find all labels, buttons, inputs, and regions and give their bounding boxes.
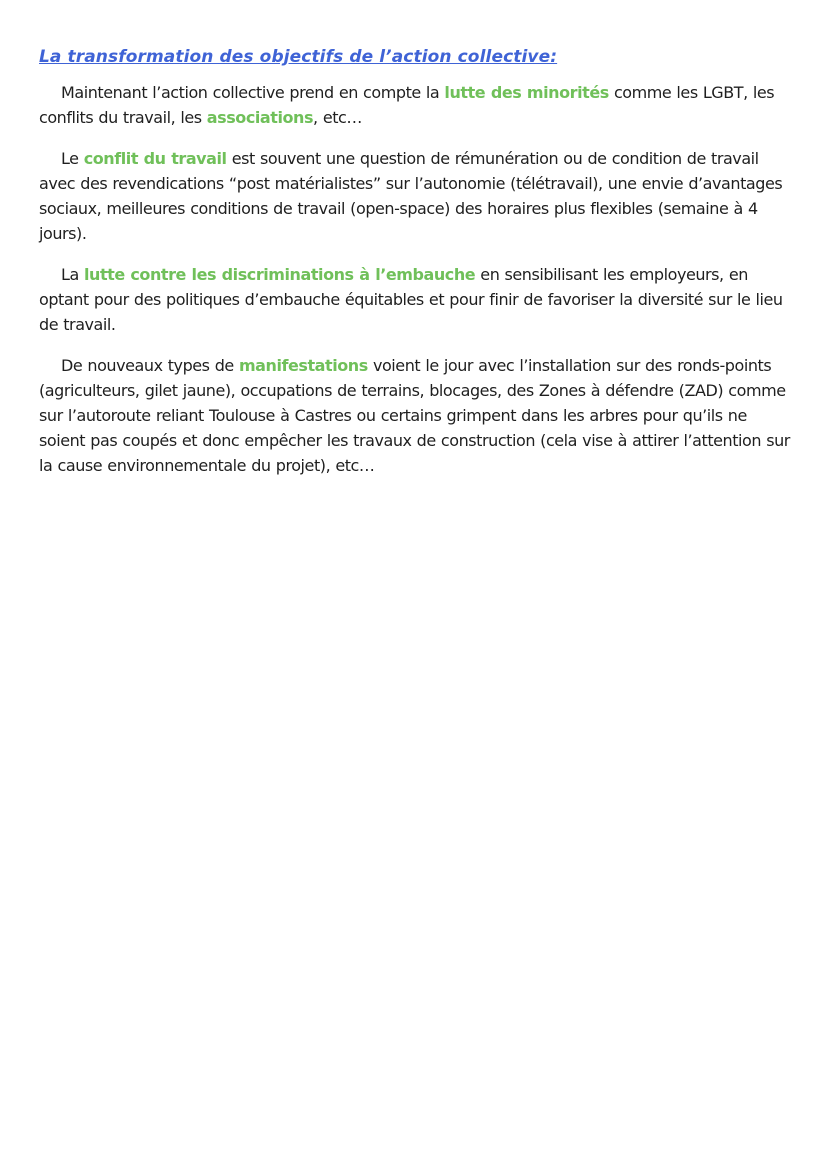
paragraph-manifestations	[39, 353, 791, 478]
highlight-associations: associations	[206, 108, 314, 127]
paragraph-text: Maintenant l’action collective prend en compte la	[61, 83, 445, 102]
paragraph-text: , etc…	[313, 108, 362, 127]
highlight-manifestations: manifestations	[238, 356, 368, 375]
paragraph-conflit-travail	[39, 146, 791, 246]
section-title: La transformation des objectifs de l’action collective:	[39, 47, 558, 67]
document-page	[39, 44, 791, 494]
paragraph-minorites	[39, 80, 791, 130]
highlight-lutte-minorites: lutte des minorités	[444, 83, 609, 102]
highlight-discriminations: lutte contre les discriminations à l’embauche	[83, 265, 476, 284]
paragraph-text: est souvent une question de rémunération ou de condition de travail avec des revendications “post matérialistes” sur l’autonomie (télétravail), une envie d’avantages sociaux, meilleures conditions de travail (open-space) des horaires plus flexibles (semaine à 4 jours).	[39, 149, 783, 243]
paragraph-text: La	[61, 265, 84, 284]
paragraph-text: comme les LGBT, les conflits du travail, les	[39, 83, 775, 127]
paragraph-text: Le	[61, 149, 84, 168]
paragraph-discriminations	[39, 262, 791, 337]
paragraph-text: en sensibilisant les employeurs, en optant pour des politiques d’embauche équitables et pour finir de favoriser la diversité sur le lieu de travail.	[39, 265, 783, 334]
paragraph-text: De nouveaux types de	[61, 356, 239, 375]
paragraph-text: voient le jour avec l’installation sur des ronds-points (agriculteurs, gilet jaune), occupations de terrains, blocages, des Zones à défendre (ZAD) comme sur l’autoroute reliant Toulouse à Castres ou certains grimpent dans les arbres pour qu’ils ne soient pas coupés et donc empêcher les travaux de construction (cela vise à attirer l’attention sur la cause environnementale du projet), etc…	[39, 356, 790, 475]
highlight-conflit-travail: conflit du travail	[83, 149, 227, 168]
